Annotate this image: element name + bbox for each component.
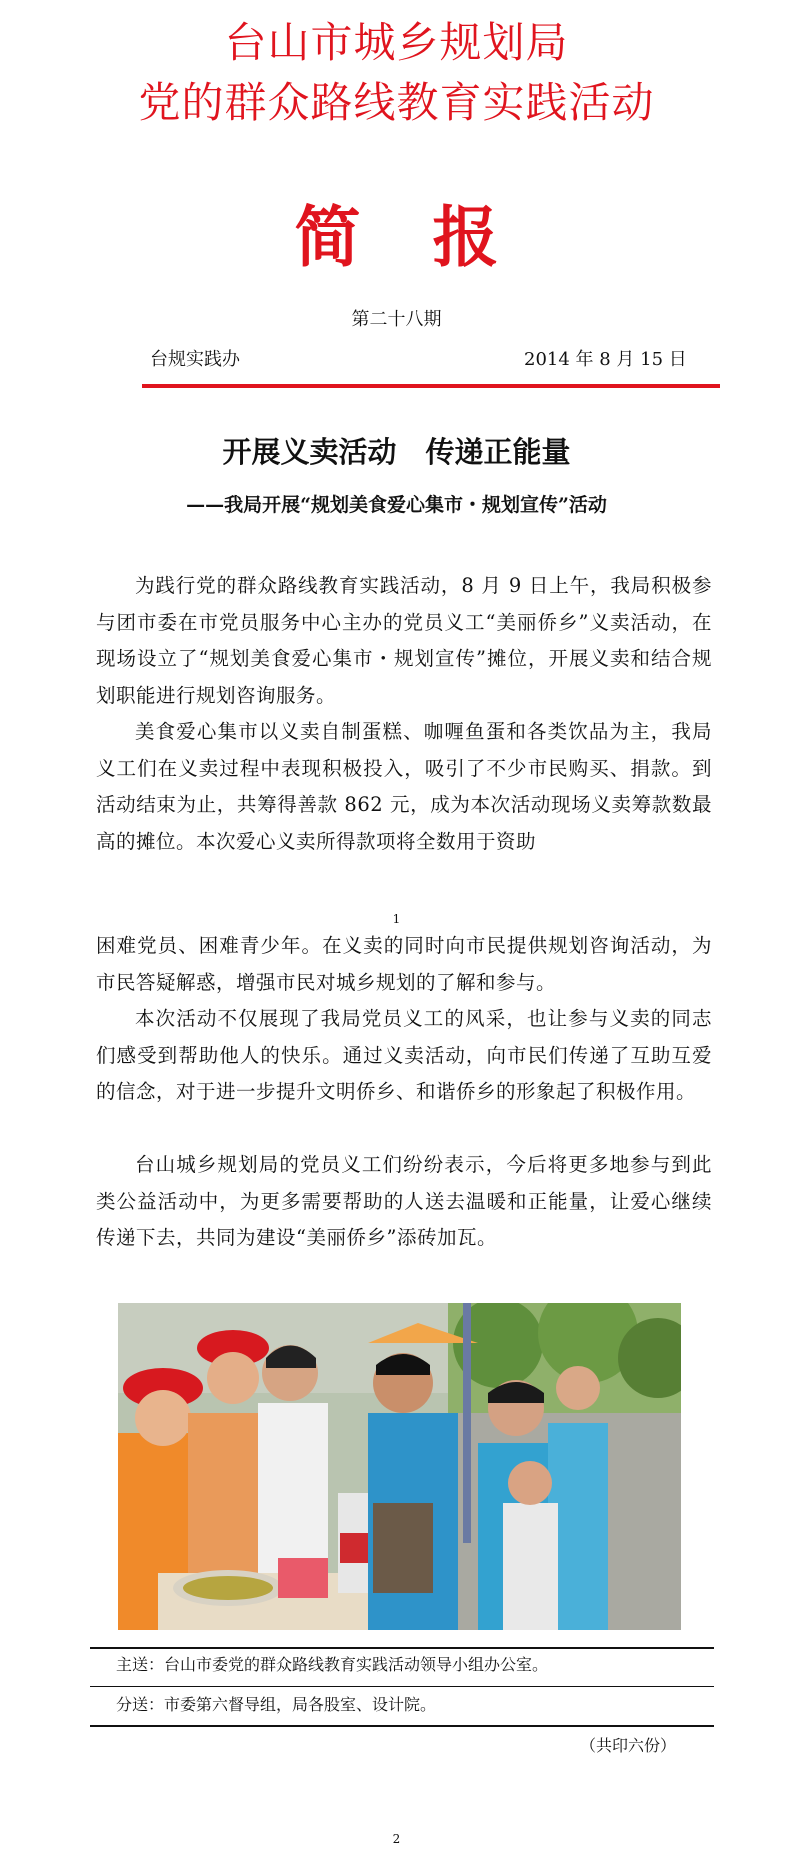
issue-number: 第二十八期 [351,309,442,330]
page-number-1: 1 [392,912,401,926]
page-number-2: 2 [392,1832,401,1846]
issuer: 台规实践办 [150,349,240,370]
article-title: 开展义卖活动 传递正能量 [222,435,571,469]
paragraph-2: 美食爱心集市以义卖自制蛋糕、咖喱鱼蛋和各类饮品为主，我局义工们在义卖过程中表现积极投入，吸引了不少市民购买、捐款。到活动结束为止，共筹得善款 862 元，成为本次活动现场义卖筹款数最高的摊位。本次爱心义卖所得款项将全数用于资助 [96,720,712,853]
distribution-top-rule [90,1647,714,1649]
paragraph-3: 本次活动不仅展现了我局党员义工的风采，也让参与义卖的同志们感受到帮助他人的快乐。通过义卖活动，向市民们传递了互助互爱的信念，对于进一步提升文明侨乡、和谐侨乡的形象起了积极作用。 [96,1007,712,1103]
distribution-bottom-rule [90,1725,714,1727]
distribution-middle-rule [90,1686,714,1687]
paragraph-2-continued: 困难党员、困难青少年。在义卖的同时向市民提供规划咨询活动，为市民答疑解惑，增强市民对城乡规划的了解和参与。 [96,934,712,994]
issue-date: 2014 年 8 月 15 日 [524,349,687,370]
print-copies: （共印六份） [580,1736,677,1755]
main-recipient: 主送：台山市委党的群众路线教育实践活动领导小组办公室。 [116,1655,549,1674]
charity-sale-photo [118,1303,681,1630]
article-subtitle: ——我局开展“规划美食爱心集市・规划宣传”活动 [186,494,607,516]
header-campaign-title: 党的群众路线教育实践活动 [138,78,655,127]
header-org-title: 台山市城乡规划局 [224,18,569,67]
header-red-rule [142,384,720,388]
brief-title: 简报 [294,199,571,276]
paragraph-4: 台山城乡规划局的党员义工们纷纷表示，今后将更多地参与到此类公益活动中，为更多需要帮助的人送去温暖和正能量，让爱心继续传递下去，共同为建设“美丽侨乡”添砖加瓦。 [96,1153,712,1249]
cc-recipients: 分送：市委第六督导组，局各股室、设计院。 [116,1695,437,1714]
paragraph-1: 为践行党的群众路线教育实践活动，8 月 9 日上午，我局积极参与团市委在市党员服务中心主办的党员义工“美丽侨乡”义卖活动，在现场设立了“规划美食爱心集市・规划宣传”摊位，开展义卖和结合规划职能进行规划咨询服务。 [96,574,712,707]
